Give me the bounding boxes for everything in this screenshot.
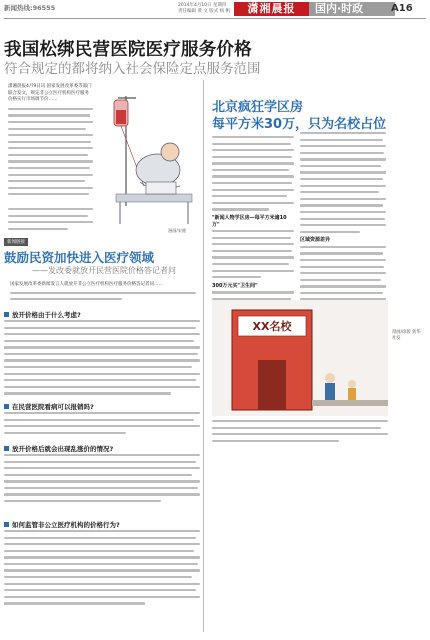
date-line-2: 责任编辑 黄 文 版式 杨 帆 [178, 8, 231, 14]
right-col-2 [300, 132, 386, 325]
qa-block-1 [4, 310, 200, 399]
qa-question-4: 如何监管非公立医疗机构的价格行为? [12, 521, 120, 529]
illustration-caption: 漫画/宋健 [168, 228, 187, 233]
story2-headline: 鼓励民资加快进入医疗领域 [4, 250, 155, 265]
qa-answer-1 [4, 320, 200, 395]
right-subhead-a: "新闻人物学区房—每平方米逾10万" [212, 214, 287, 228]
school-gate-illustration [212, 300, 388, 416]
right-col-bottom [212, 420, 388, 446]
qa-question-1: 放开价格由于什么考虑? [12, 311, 81, 319]
right-story-headline-2: 每平方米30万，只为名校占位 [212, 117, 387, 132]
qa-answer-3 [4, 454, 200, 502]
question-marker-icon [4, 446, 9, 451]
main-lede [8, 84, 93, 200]
story2-subhead: ——发改委就放开民营医院价格答记者问 [32, 266, 176, 275]
main-subhead: 符合规定的都将纳入社会保险定点服务范围 [4, 61, 261, 77]
qa-answer-2 [4, 412, 200, 434]
right-subhead-c: 区域资源差异 [300, 237, 331, 244]
qa-block-2 [4, 402, 200, 438]
qa-question-2: 在民营医院看病可以报销吗? [12, 403, 94, 411]
main-headline: 我国松绑民营医院医疗服务价格 [4, 40, 252, 60]
story2-intro [10, 282, 196, 305]
page-header [0, 0, 430, 18]
qa-question-3: 放开价格后就会出现乱涨价的情况? [12, 445, 114, 453]
date-line-1: 2014年4月10日 星期四 [178, 3, 227, 8]
qa-block-4 [4, 520, 200, 609]
hospital-cartoon-illustration [96, 86, 196, 234]
right-subhead-b: 300万元买"卫生间" [212, 282, 258, 289]
qa-block-3 [4, 444, 200, 507]
column-divider [203, 80, 204, 632]
question-marker-icon [4, 522, 9, 527]
hotline-text: 新闻热线:96555 [4, 4, 56, 12]
question-marker-icon [4, 404, 9, 409]
newspaper-masthead: 潇湘晨报 [234, 2, 309, 16]
school-sign-text: XX名校 [252, 320, 292, 333]
lede-text: 潇湘晨报4月9日讯 国家发展改革委等部门联合发文，规定非公立医疗机构医疗服务价格实行市场调节价…… [8, 84, 92, 103]
right-story-headline-1: 北京疯狂学区房 [212, 100, 304, 115]
qa-answer-4 [4, 530, 200, 605]
header-rule [4, 18, 426, 19]
main-lede-continued [8, 208, 93, 234]
question-marker-icon [4, 312, 9, 317]
story-tag: 新闻链接 [4, 238, 28, 246]
page-number: A16 [391, 3, 413, 14]
photo-caption: 漫画/徐骏 新华社发 [392, 330, 421, 341]
lede-filler [8, 108, 93, 196]
story2-intro-text: 国家发展改革委新闻发言人就放开非公立医疗机构医疗服务价格答记者问…… [10, 282, 163, 287]
section-title: 国内·时政 [309, 2, 395, 16]
date-line [178, 3, 230, 14]
